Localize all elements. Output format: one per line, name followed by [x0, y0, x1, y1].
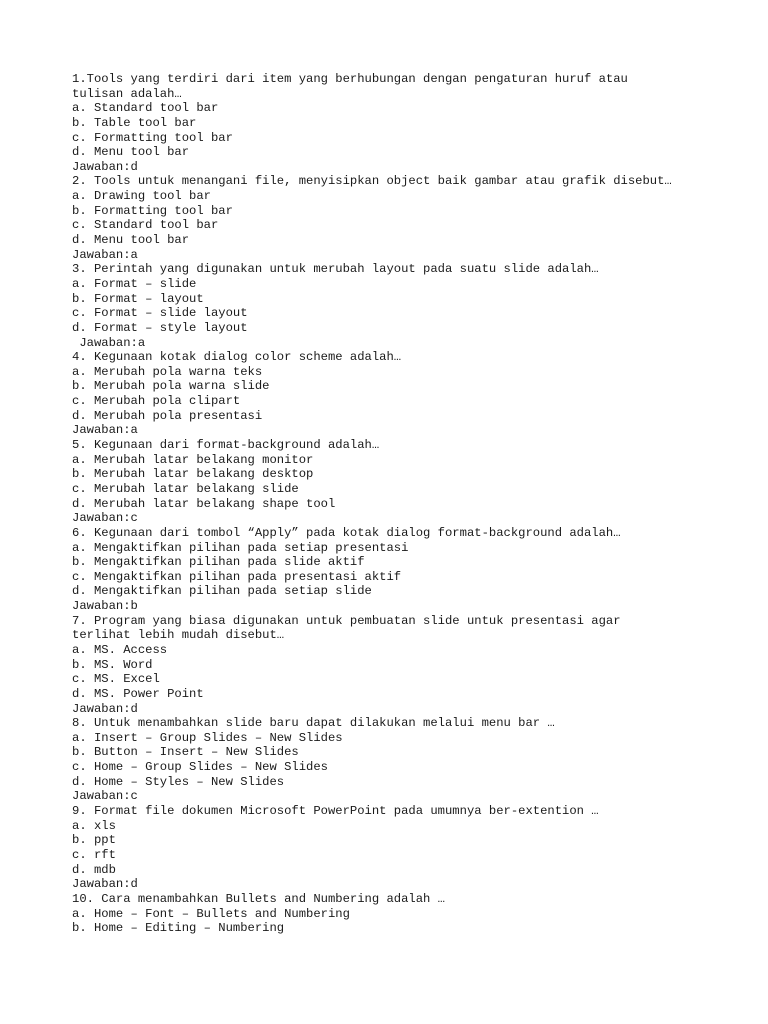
- question-continuation-line: terlihat lebih mudah disebut…: [72, 628, 285, 643]
- option-line: b. Button – Insert – New Slides: [72, 745, 299, 760]
- option-line: a. Merubah pola warna teks: [72, 364, 263, 379]
- option-line: b. Merubah pola warna slide: [72, 379, 270, 394]
- option-line: c. MS. Excel: [72, 672, 160, 687]
- option-line: a. Mengaktifkan pilihan pada setiap presentasi: [72, 540, 409, 555]
- option-line: b. Format – layout: [72, 291, 204, 306]
- answer-line: Jawaban:c: [72, 789, 138, 804]
- option-line: d. Menu tool bar: [72, 145, 190, 160]
- option-line: d. Format – style layout: [72, 320, 248, 335]
- option-line: a. xls: [72, 818, 116, 833]
- option-line: d. Home – Styles – New Slides: [72, 774, 285, 789]
- option-line: a. Insert – Group Slides – New Slides: [72, 730, 343, 745]
- question-line: 9. Format file dokumen Microsoft PowerPoint pada umumnya ber-extention …: [72, 804, 599, 819]
- option-line: d. mdb: [72, 862, 116, 877]
- option-line: b. Table tool bar: [72, 115, 197, 130]
- question-line: 3. Perintah yang digunakan untuk merubah layout pada suatu slide adalah…: [72, 262, 599, 277]
- option-line: b. Home – Editing – Numbering: [72, 921, 285, 936]
- option-line: b. ppt: [72, 833, 116, 848]
- answer-line: Jawaban:d: [72, 701, 138, 716]
- answer-line: Jawaban:c: [72, 511, 138, 526]
- option-line: a. Format – slide: [72, 276, 197, 291]
- option-line: a. Home – Font – Bullets and Numbering: [72, 906, 350, 921]
- question-line: 1.Tools yang terdiri dari item yang berhubungan dengan pengaturan huruf atau: [72, 72, 628, 86]
- option-line: b. Formatting tool bar: [72, 203, 233, 218]
- option-line: a. MS. Access: [72, 642, 168, 657]
- answer-line: Jawaban:a: [72, 423, 138, 438]
- option-line: d. Mengaktifkan pilihan pada setiap slide: [72, 584, 372, 599]
- question-line: 2. Tools untuk menangani file, menyisipkan object baik gambar atau grafik disebut…: [72, 174, 672, 189]
- question-line: 4. Kegunaan kotak dialog color scheme adalah…: [72, 350, 402, 365]
- option-line: d. Merubah pola presentasi: [72, 408, 263, 423]
- question-line: 7. Program yang biasa digunakan untuk pembuatan slide untuk presentasi agar: [72, 613, 621, 628]
- answer-line: Jawaban:a: [72, 247, 138, 262]
- option-line: b. Mengaktifkan pilihan pada slide aktif: [72, 555, 365, 570]
- option-line: a. Merubah latar belakang monitor: [72, 452, 314, 467]
- option-line: a. Drawing tool bar: [72, 189, 211, 204]
- option-line: b. MS. Word: [72, 657, 153, 672]
- question-line: 8. Untuk menambahkan slide baru dapat dilakukan melalui menu bar …: [72, 716, 555, 731]
- question-line: 6. Kegunaan dari tombol “Apply” pada kotak dialog format-background adalah…: [72, 525, 621, 540]
- option-line: d. Menu tool bar: [72, 233, 190, 248]
- option-line: c. Standard tool bar: [72, 218, 219, 233]
- question-continuation-line: tulisan adalah…: [72, 86, 182, 101]
- answer-line: Jawaban:b: [72, 599, 138, 614]
- option-line: b. Merubah latar belakang desktop: [72, 467, 314, 482]
- question-line: 5. Kegunaan dari format-background adalah…: [72, 438, 380, 453]
- question-line: 10. Cara menambahkan Bullets and Numbering adalah …: [72, 891, 445, 906]
- answer-line: Jawaban:d: [72, 159, 138, 174]
- option-line: c. Merubah latar belakang slide: [72, 481, 299, 496]
- option-line: c. rft: [72, 847, 116, 862]
- option-line: c. Formatting tool bar: [72, 130, 233, 145]
- option-line: d. MS. Power Point: [72, 686, 204, 701]
- option-line: c. Merubah pola clipart: [72, 394, 241, 409]
- option-line: d. Merubah latar belakang shape tool: [72, 496, 336, 511]
- option-line: a. Standard tool bar: [72, 101, 219, 116]
- document-body: [72, 72, 712, 936]
- answer-line: Jawaban:d: [72, 877, 138, 892]
- option-line: c. Format – slide layout: [72, 306, 248, 321]
- option-line: c. Mengaktifkan pilihan pada presentasi aktif: [72, 569, 402, 584]
- option-line: c. Home – Group Slides – New Slides: [72, 760, 328, 775]
- answer-line: Jawaban:a: [72, 335, 146, 350]
